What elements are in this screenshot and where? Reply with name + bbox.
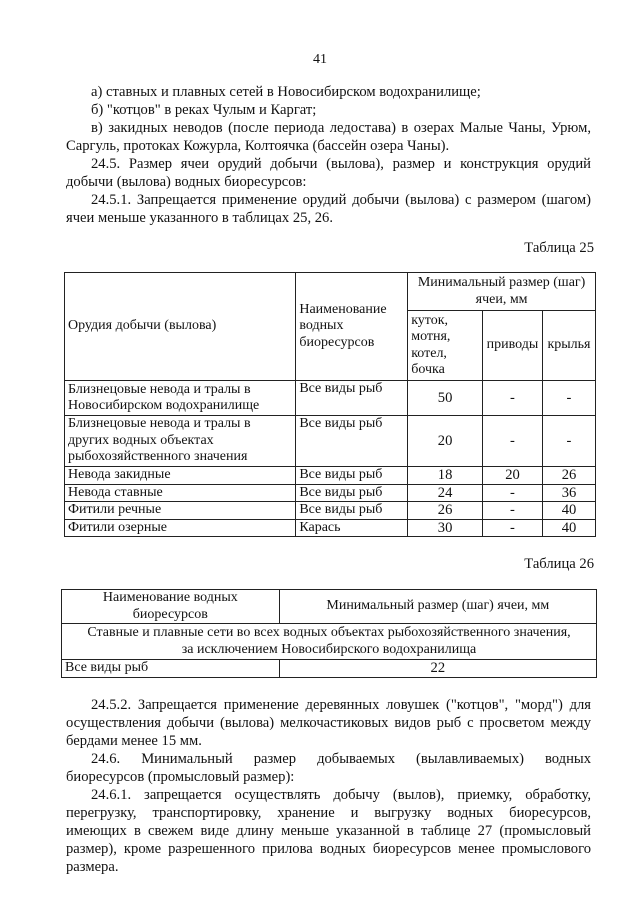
cell-species: Все виды рыб	[62, 660, 280, 678]
paragraph-24-5-continued: добычи (вылова) водных биоресурсов:	[66, 174, 307, 190]
cell-species: Все виды рыб	[296, 502, 408, 520]
cell-codend: 26	[408, 502, 483, 520]
table-row	[65, 484, 596, 502]
cell-codend: 30	[408, 519, 483, 537]
table-row	[62, 660, 597, 678]
header-gear: Орудия добычи (вылова)	[65, 273, 296, 381]
cell-gear: Фитили озерные	[65, 519, 296, 537]
header-leaders: приводы	[483, 311, 543, 381]
section-row-line-1: Ставные и плавные сети во всех водных объектах рыбохозяйственного значения,	[87, 625, 571, 640]
cell-wings: -	[542, 381, 595, 416]
paragraph-24-5-2: 24.5.2. Запрещается применение деревянных ловушек ("котцов", "морд") для	[91, 697, 591, 713]
table-25-caption: Таблица 25	[524, 240, 594, 256]
cell-species: Карась	[296, 519, 408, 537]
cell-wings: 40	[542, 502, 595, 520]
cell-codend: 20	[408, 416, 483, 467]
paragraph-24-6-1: 24.6.1. запрещается осуществлять добычу (вылов), приемку, обработку,	[91, 787, 591, 803]
paragraph-24-5-1: 24.5.1. Запрещается применение орудий добычи (вылова) с размером (шагом)	[91, 192, 591, 208]
table-25	[64, 272, 596, 537]
header-species: Наименование водных биоресурсов	[62, 590, 280, 624]
list-item-c: в) закидных неводов (после периода ледостава) в озерах Малые Чаны, Урюм,	[91, 120, 591, 136]
cell-species: Все виды рыб	[296, 467, 408, 485]
page-number: 41	[313, 52, 327, 67]
cell-species: Все виды рыб	[296, 416, 408, 467]
cell-leaders: -	[483, 484, 543, 502]
header-mesh-size-group: Минимальный размер (шаг) ячеи, мм	[408, 273, 596, 311]
cell-gear: Невода ставные	[65, 484, 296, 502]
cell-leaders: -	[483, 502, 543, 520]
cell-wings: 26	[542, 467, 595, 485]
table-row	[65, 467, 596, 485]
list-item-a: а) ставных и плавных сетей в Новосибирском водохранилище;	[91, 84, 481, 100]
paragraph-24-6-1-line-3: имеющих в свежем виде длину меньше указанной в таблице 27 (промысловый	[66, 823, 591, 839]
cell-wings: -	[542, 416, 595, 467]
cell-gear: Фитили речные	[65, 502, 296, 520]
header-wings: крылья	[542, 311, 595, 381]
cell-codend: 50	[408, 381, 483, 416]
cell-leaders: -	[483, 519, 543, 537]
paragraph-24-5-1-continued: ячеи меньше указанного в таблицах 25, 26.	[66, 210, 333, 226]
paragraph-24-6-1-line-5: размера.	[66, 859, 119, 875]
cell-leaders: 20	[483, 467, 543, 485]
table-row	[65, 416, 596, 467]
header-mesh-size: Минимальный размер (шаг) ячеи, мм	[279, 590, 596, 624]
paragraph-24-6: 24.6. Минимальный размер добываемых (вылавливаемых) водных	[91, 751, 591, 767]
cell-codend: 18	[408, 467, 483, 485]
paragraph-24-5-2-line-2: осуществления добычи (вылова) мелкочастиковых видов рыб с просветом между	[66, 715, 591, 731]
list-item-b: б) "котцов" в реках Чулым и Каргат;	[91, 102, 317, 118]
paragraph-24-5-2-line-3: бердами менее 15 мм.	[66, 733, 202, 749]
table-26	[61, 589, 597, 678]
table-26-caption: Таблица 26	[524, 556, 594, 572]
header-species: Наименование водных биоресурсов	[296, 273, 408, 381]
section-row-line-2: за исключением Новосибирского водохранилища	[181, 641, 477, 657]
cell-wings: 40	[542, 519, 595, 537]
list-item-c-continued: Саргуль, протоках Кожурла, Колтоячка (бассейн озера Чаны).	[66, 138, 450, 154]
cell-gear: Близнецовые невода и тралы в Новосибирском водохранилище	[65, 381, 296, 416]
cell-codend: 24	[408, 484, 483, 502]
table-row	[65, 381, 596, 416]
section-row	[62, 624, 597, 660]
header-codend: куток, мотня, котел, бочка	[408, 311, 483, 381]
cell-mesh-size: 22	[279, 660, 596, 678]
table-row	[65, 502, 596, 520]
cell-wings: 36	[542, 484, 595, 502]
paragraph-24-5: 24.5. Размер ячеи орудий добычи (вылова), размер и конструкция орудий	[91, 156, 591, 172]
paragraph-24-6-line-2: биоресурсов (промысловый размер):	[66, 769, 295, 785]
table-row	[65, 519, 596, 537]
cell-leaders: -	[483, 381, 543, 416]
cell-species: Все виды рыб	[296, 484, 408, 502]
cell-gear: Близнецовые невода и тралы в других водных объектах рыбохозяйственного значения	[65, 416, 296, 467]
paragraph-24-6-1-line-2: перегрузку, транспортировку, хранение и выгрузку водных биоресурсов,	[66, 805, 591, 821]
cell-gear: Невода закидные	[65, 467, 296, 485]
cell-leaders: -	[483, 416, 543, 467]
paragraph-24-6-1-line-4: размер), кроме разрешенного прилова водных биоресурсов менее промыслового	[66, 841, 591, 857]
cell-species: Все виды рыб	[296, 381, 408, 416]
